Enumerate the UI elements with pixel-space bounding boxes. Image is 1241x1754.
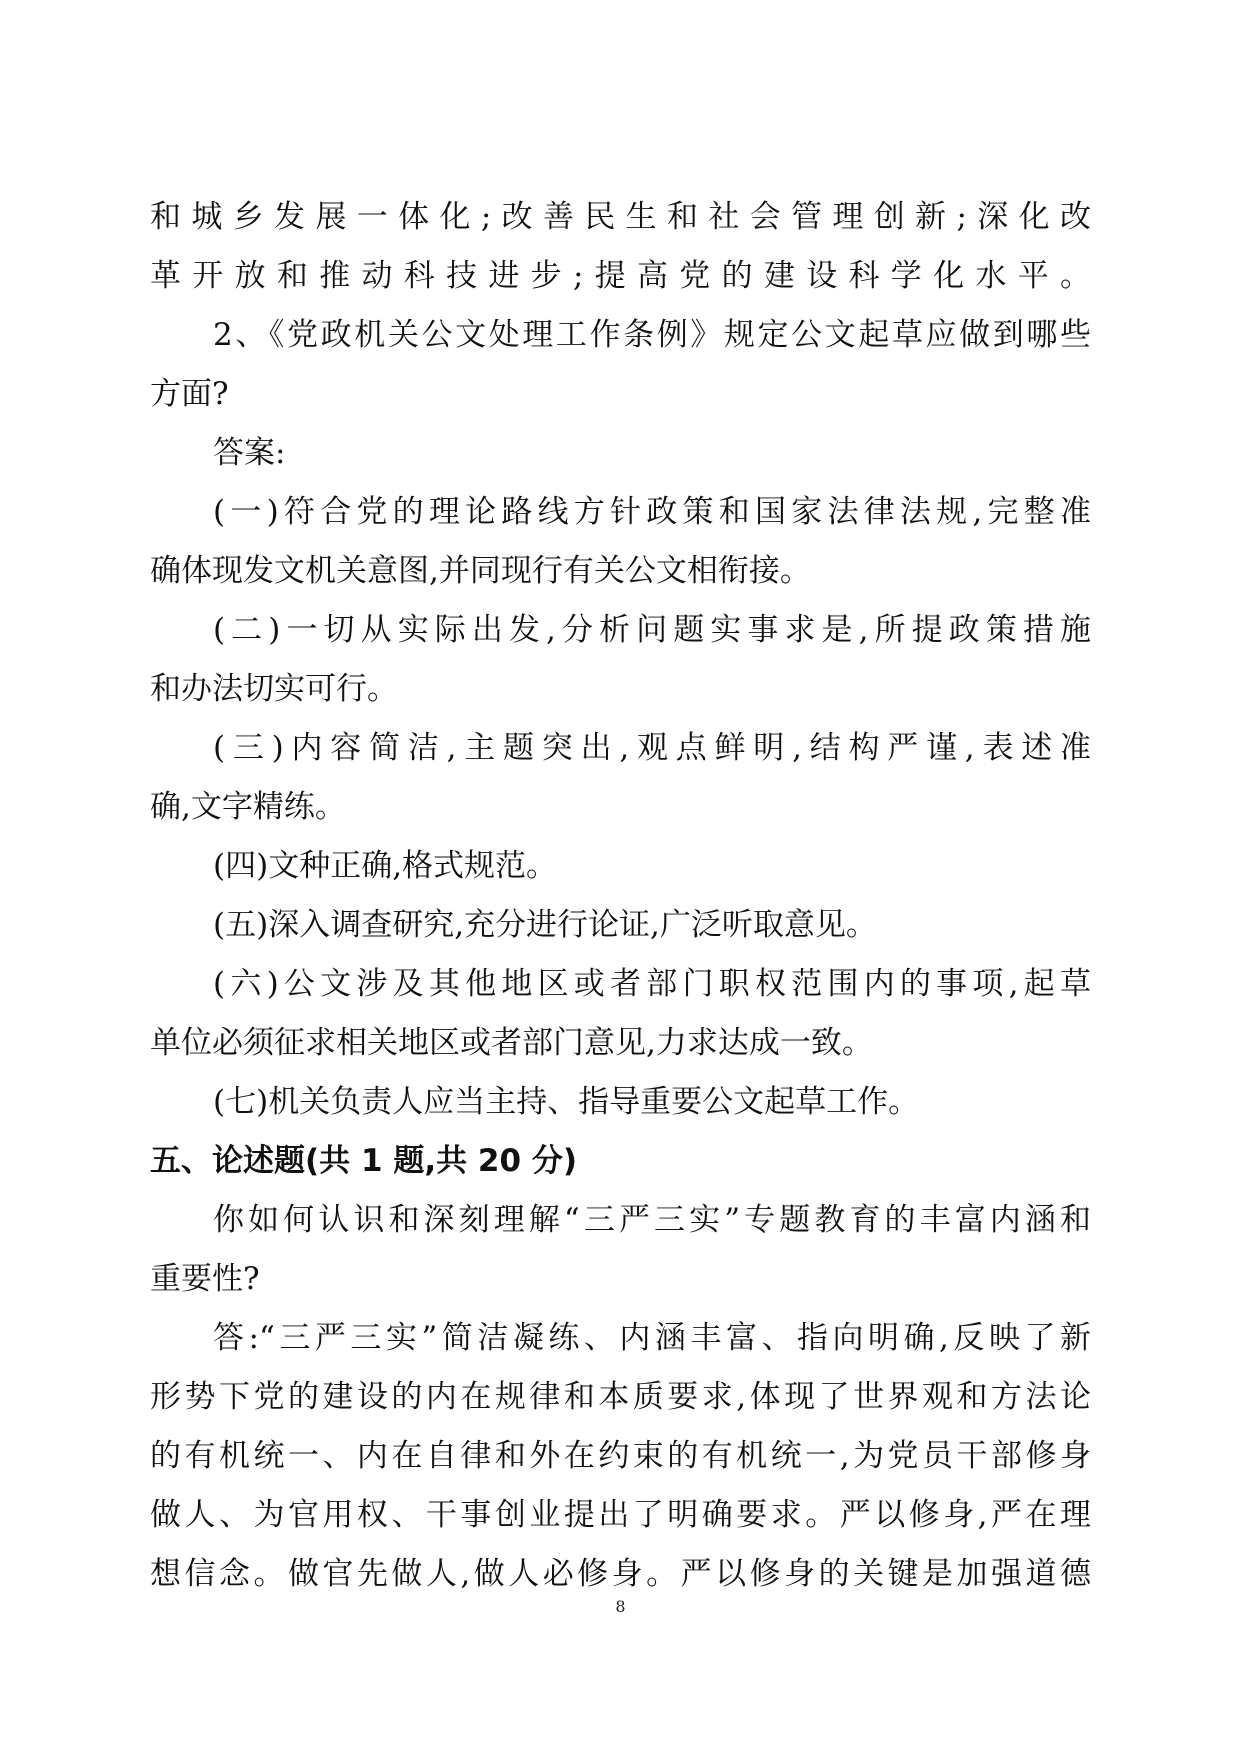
answer-item-1: (一)符合党的理论路线方针政策和国家法律法规,完整准	[213, 494, 1091, 530]
section-heading: 五、论述题(共 1 题,共 20 分)	[150, 1143, 577, 1179]
text-line: 方面?	[150, 376, 229, 412]
text-line: 想信念。做官先做人,做人必修身。严以修身的关键是加强道德	[150, 1556, 1091, 1592]
text-line: 形势下党的建设的内在规律和本质要求,体现了世界观和方法论	[150, 1379, 1091, 1415]
text-line: 重要性?	[150, 1261, 260, 1297]
question-line: 2、《党政机关公文处理工作条例》规定公文起草应做到哪些	[213, 317, 1091, 353]
answer-label: 答案:	[213, 435, 286, 471]
text-line: 确体现发文机关意图,并同现行有关公文相衔接。	[150, 553, 811, 589]
answer-item-4: (四)文种正确,格式规范。	[213, 848, 558, 884]
text-line: 单位必须征求相关地区或者部门意见,力求达成一致。	[150, 1025, 873, 1061]
page-body	[150, 188, 1091, 1604]
text-line: 和城乡发展一体化;改善民生和社会管理创新;深化改	[150, 199, 1091, 235]
page-number: 8	[615, 1597, 626, 1616]
text-line: 革开放和推动科技进步;提高党的建设科学化水平。	[150, 258, 1091, 294]
text-line: 和办法切实可行。	[150, 671, 398, 707]
answer-item-6: (六)公文涉及其他地区或者部门职权范围内的事项,起草	[213, 966, 1091, 1002]
answer-item-3: (三)内容简洁,主题突出,观点鲜明,结构严谨,表述准	[213, 730, 1091, 766]
text-line: 的有机统一、内在自律和外在约束的有机统一,为党员干部修身	[150, 1438, 1091, 1474]
essay-answer: 答:“三严三实”简洁凝练、内涵丰富、指向明确,反映了新	[213, 1320, 1091, 1356]
answer-item-2: (二)一切从实际出发,分析问题实事求是,所提政策措施	[213, 612, 1091, 648]
text-line: 做人、为官用权、干事创业提出了明确要求。严以修身,严在理	[150, 1497, 1091, 1533]
answer-item-5: (五)深入调查研究,充分进行论证,广泛听取意见。	[213, 907, 877, 943]
essay-question: 你如何认识和深刻理解“三严三实”专题教育的丰富内涵和	[213, 1202, 1091, 1238]
answer-item-7: (七)机关负责人应当主持、指导重要公文起草工作。	[213, 1084, 920, 1120]
text-line: 确,文字精练。	[150, 789, 346, 825]
